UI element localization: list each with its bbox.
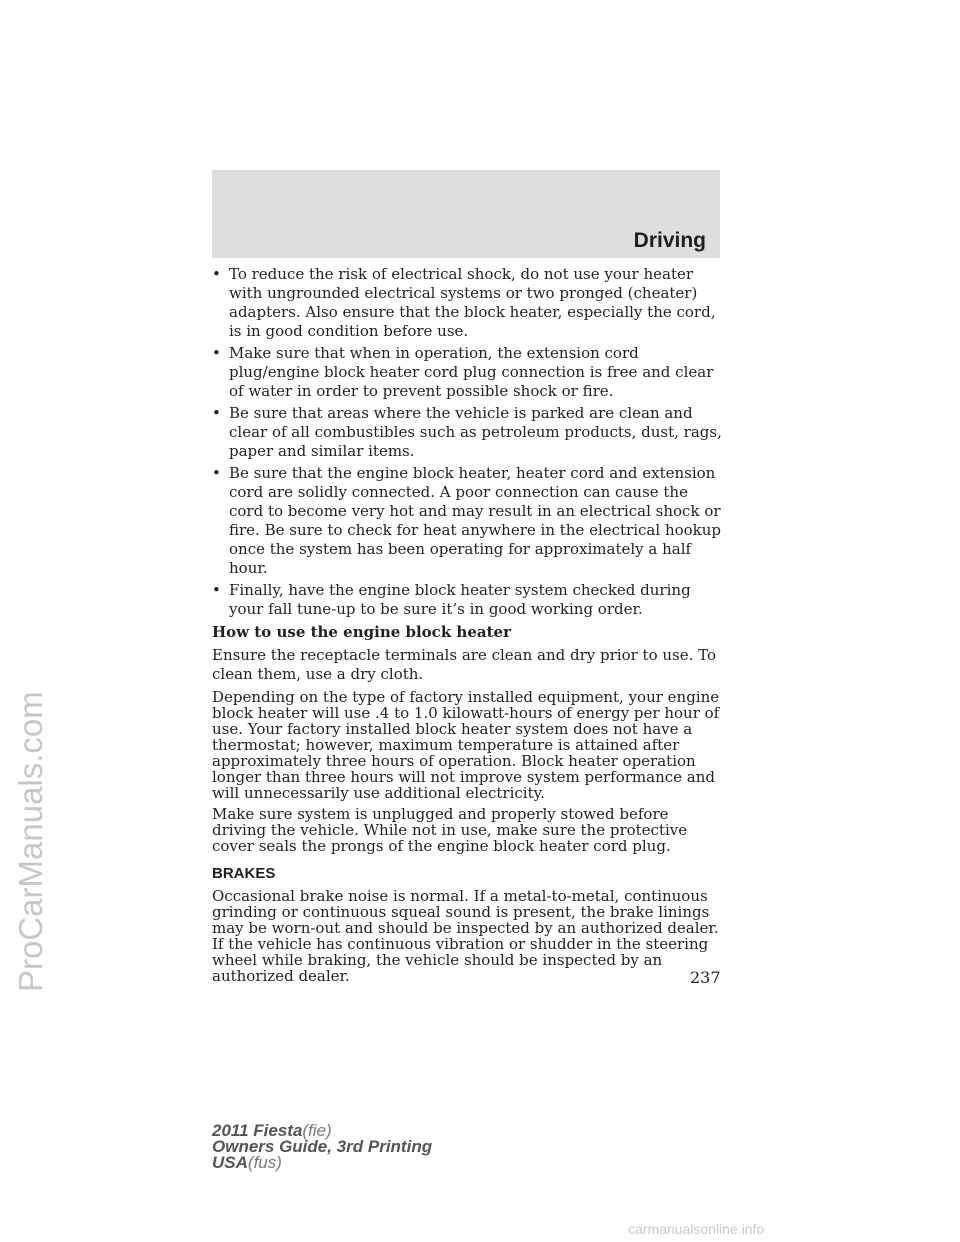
watermark xyxy=(4,520,52,1000)
list-item xyxy=(212,344,726,401)
bullet-icon: • xyxy=(212,464,221,482)
bullet-text: Make sure that when in operation, the extension cord plug/engine block heater cord plug connection is free and clear of water in order to prevent possible shock or fire. xyxy=(229,344,714,400)
block-heater-paragraph-1: Ensure the receptacle terminals are clean and dry prior to use. To clean them, use a dry cloth. xyxy=(212,646,717,683)
bullet-icon: • xyxy=(212,581,221,599)
print-footer xyxy=(212,1123,432,1171)
block-heater-heading: How to use the engine block heater xyxy=(212,623,511,641)
section-title: Driving xyxy=(633,229,706,252)
bullet-icon: • xyxy=(212,404,221,422)
list-item xyxy=(212,581,726,619)
page-number: 237 xyxy=(690,968,721,987)
bullet-text: To reduce the risk of electrical shock, do not use your heater with ungrounded electrical systems or two pronged (cheater) adapters. Also ensure that the block heater, especially the cord, is in good condition before use. xyxy=(229,265,716,340)
watermark-text: ProCarManuals.com xyxy=(12,691,49,992)
footer-line-market xyxy=(212,1155,432,1171)
footer-model: 2011 Fiesta xyxy=(212,1121,303,1140)
bullet-text: Finally, have the engine block heater system checked during your fall tune-up to be sure it’s in good working order. xyxy=(229,581,691,618)
block-heater-paragraph-3: Make sure system is unplugged and properly stowed before driving the vehicle. While not in use, make sure the protective cover seals the prongs of the engine block heater cord plug. xyxy=(212,805,688,855)
bullet-icon: • xyxy=(212,265,221,283)
list-item xyxy=(212,464,726,578)
list-item xyxy=(212,404,726,461)
bullet-text: Be sure that areas where the vehicle is parked are clean and clear of all combustibles such as petroleum products, dust, rags, paper and similar items. xyxy=(229,404,722,460)
brakes-paragraph: Occasional brake noise is normal. If a metal-to-metal, continuous grinding or continuous squeal sound is present, the brake linings may be worn-out and should be inspected by an authorized dealer. If the vehicle has continuous vibration or shudder in the steering wheel while braking, the vehicle should be inspected by an authorized dealer. xyxy=(212,887,719,985)
bullet-icon: • xyxy=(212,344,221,362)
brakes-heading: BRAKES xyxy=(212,865,276,882)
section-header-band xyxy=(212,170,720,258)
footer-model-code: (fie) xyxy=(302,1121,332,1140)
page-content xyxy=(212,265,726,989)
bullet-text: Be sure that the engine block heater, heater cord and extension cord are solidly connected. A poor connection can cause the cord to become very hot and may result in an electrical shock or fire. Be sure to check for heat anywhere in the electrical hookup once the system has been operating for approximately a half hour. xyxy=(229,464,722,577)
footer-market-code: (fus) xyxy=(247,1153,282,1172)
site-logo-text: carmanualsonline.info xyxy=(628,1221,765,1237)
list-item xyxy=(212,265,726,341)
footer-market: USA xyxy=(212,1153,248,1172)
safety-bullet-list xyxy=(212,265,726,619)
block-heater-paragraph-2: Depending on the type of factory installed equipment, your engine block heater will use .4 to 1.0 kilowatt-hours of energy per hour of use. Your factory installed block heater system does not have a thermostat; however, maximum temperature is attained after approximately three hours of operation. Block heater operation longer than three hours will not improve system performance and will unnecessarily use additional electricity. xyxy=(212,688,720,802)
footer-edition: Owners Guide, 3rd Printing xyxy=(212,1137,433,1156)
